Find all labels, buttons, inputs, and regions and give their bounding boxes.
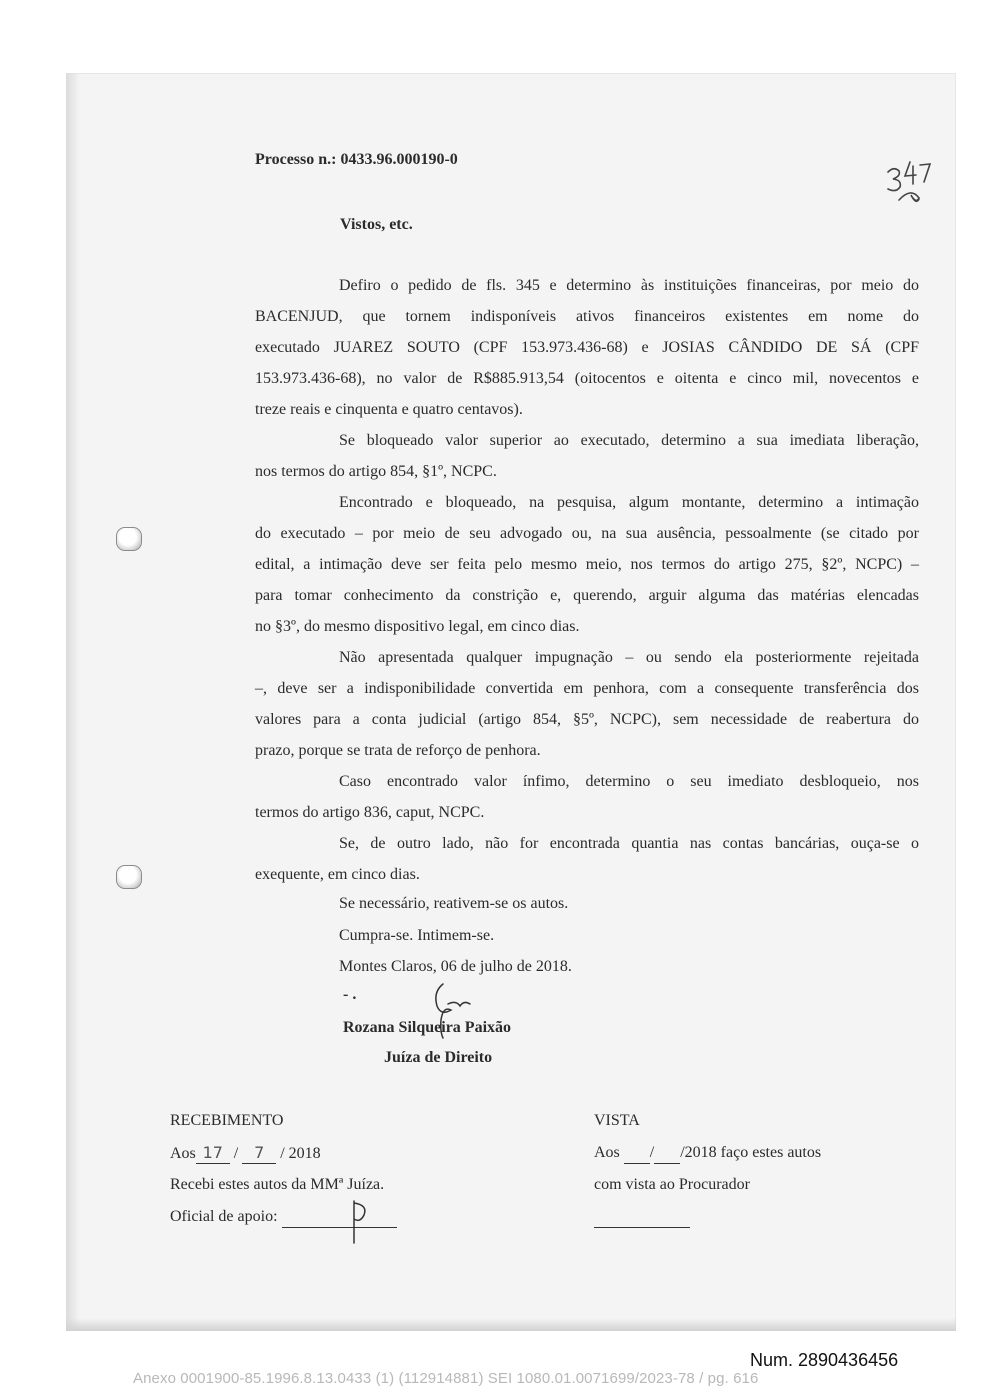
vista-line1: com vista ao Procurador (594, 1176, 750, 1193)
paragraph-line: exequente, em cinco dias. (255, 866, 420, 883)
signer-title: Juíza de Direito (384, 1049, 493, 1066)
paragraph-line: treze reais e cinquenta e quatro centavos). (255, 401, 523, 418)
receipt-year: / 2018 (280, 1145, 321, 1162)
paragraph-line: executado JUAREZ SOUTO (CPF 153.973.436-68) e JOSIAS CÂNDIDO DE SÁ (CPF (255, 339, 919, 356)
paragraph-penhora (255, 642, 919, 766)
annex-reference: Anexo 0001900-85.1996.8.13.0433 (1) (112914881) SEI 1080.01.0071699/2023-78 / pg. 616 (133, 1370, 759, 1387)
vista-day-blank (624, 1143, 650, 1164)
paragraph-line: Se bloqueado valor superior ao executado, determino a sua imediata liberação, (339, 432, 919, 449)
paragraph-line: Se, de outro lado, não for encontrada quantia nas contas bancárias, ouça-se o (339, 835, 919, 852)
signer-name: Rozana Silqueira Paixão (343, 1019, 512, 1036)
paragraph-line: Encontrado e bloqueado, na pesquisa, algum montante, determino a intimação (339, 494, 919, 511)
paragraph-line: edital, a intimação deve ser feita pelo mesmo meio, nos termos do artigo 275, §2º, NCPC) – (255, 556, 919, 573)
paragraph-line: no §3º, do mesmo dispositivo legal, em cinco dias. (255, 618, 580, 635)
paragraph-liberacao (255, 425, 919, 487)
paragraph-line: Caso encontrado valor ínfimo, determino o seu imediato desbloqueio, nos (339, 773, 919, 790)
paragraph-line: termos do artigo 836, caput, NCPC. (255, 804, 485, 821)
punch-hole-upper (117, 528, 141, 550)
receipt-month: 7 (242, 1143, 276, 1164)
paragraph-line: Não apresentada qualquer impugnação – ou sendo ela posteriormente rejeitada (339, 649, 919, 666)
receipt-official-label: Oficial de apoio: (170, 1208, 278, 1225)
closing-cumpra-se: Cumpra-se. Intimem-se. (339, 927, 495, 944)
paragraph-line: do executado – por meio de seu advogado ou, na sua ausência, pessoalmente (se citado por (255, 525, 919, 542)
punch-hole-lower (117, 866, 141, 888)
paragraph-exequente (255, 828, 919, 890)
page-edge-shadow (66, 73, 80, 1331)
paragraph-line: nos termos do artigo 854, §1º, NCPC. (255, 463, 497, 480)
paragraph-line: valores para a conta judicial (artigo 854, §5º, NCPC), sem necessidade de reabertura do (255, 711, 919, 728)
paragraph-line: Defiro o pedido de fls. 345 e determino às instituições financeiras, por meio do (339, 277, 919, 294)
receipt-day: 17 (196, 1143, 230, 1164)
document-number: Num. 2890436456 (750, 1350, 899, 1370)
paragraph-line: 153.973.436-68), no valor de R$885.913,54 (oitocentos e oitenta e cinco mil, novecentos e (255, 370, 919, 387)
paragraph-line: prazo, porque se trata de reforço de penhora. (255, 742, 541, 759)
paragraph-desbloqueio (255, 766, 919, 828)
vista-title: VISTA (594, 1112, 640, 1129)
paragraph-line: BACENJUD, que tornem indisponíveis ativos financeiros existentes em nome do (255, 308, 919, 325)
process-number: Processo n.: 0433.96.000190-0 (255, 151, 458, 168)
receipt-title: RECEBIMENTO (170, 1112, 284, 1129)
official-initial-mark (340, 1195, 374, 1247)
signature-mark: - . (343, 986, 357, 1003)
vista-date-prefix: Aos (594, 1144, 620, 1161)
vista-blank (594, 1207, 690, 1228)
paragraph-line: para tomar conhecimento da constrição e, querendo, arguir alguma das matérias elencadas (255, 587, 919, 604)
greeting-vistos: Vistos, etc. (340, 216, 413, 233)
paragraph-intimacao (255, 487, 919, 642)
page-bottom-shadow (66, 1318, 956, 1331)
receipt-date: Aos 17 / 7 / 2018 (170, 1143, 321, 1162)
vista-signature-line (594, 1207, 690, 1228)
paragraph-line: –, deve ser a indisponibilidade convertida em penhora, com a consequente transferência dos (255, 680, 919, 697)
paragraph-bacenjud (255, 270, 919, 425)
closing-date-place: Montes Claros, 06 de julho de 2018. (339, 958, 572, 975)
receipt-line1: Recebi estes autos da MMª Juíza. (170, 1176, 385, 1193)
handwritten-folio-347 (880, 158, 940, 218)
vista-date-suffix: /2018 faço estes autos (680, 1144, 822, 1161)
vista-month-blank (654, 1143, 680, 1164)
closing-reativem: Se necessário, reativem-se os autos. (339, 895, 569, 912)
vista-date: Aos / /2018 faço estes autos (594, 1143, 821, 1164)
receipt-date-prefix: Aos (170, 1145, 196, 1162)
